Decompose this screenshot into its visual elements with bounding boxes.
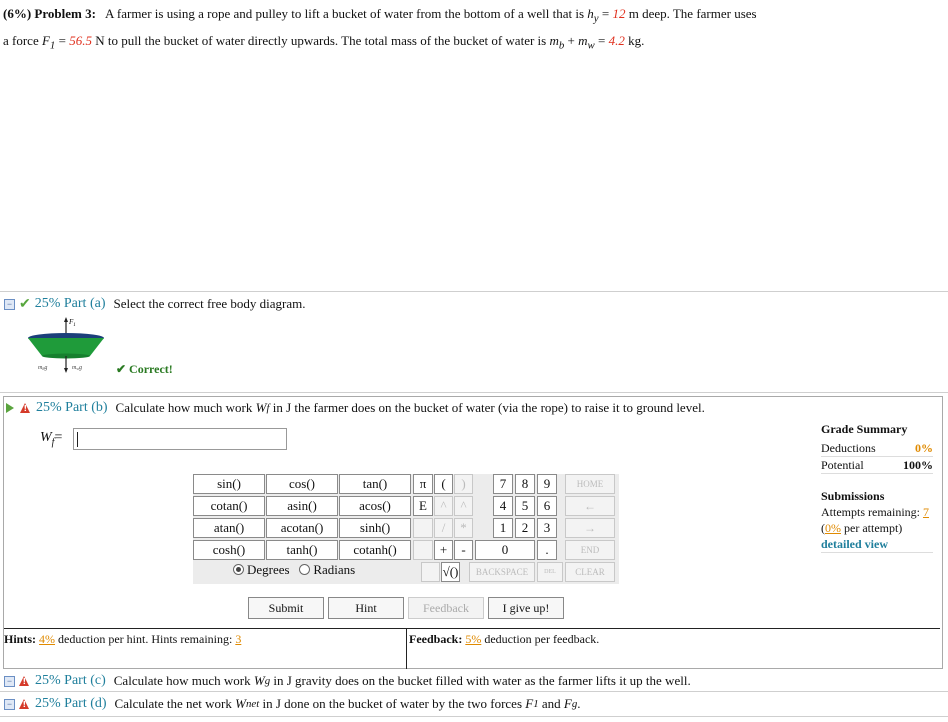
digit-2-button[interactable]: 2 (515, 518, 535, 538)
separator (0, 691, 948, 692)
digit-1-button[interactable]: 1 (493, 518, 513, 538)
atan-button[interactable]: atan() (193, 518, 265, 538)
attempts-label: Attempts remaining: (821, 505, 920, 519)
wg-subscript: g (264, 675, 271, 687)
feedback-text: deduction per feedback. (484, 632, 600, 646)
check-icon: ✔ (19, 296, 31, 312)
part-b-header[interactable] (4, 398, 705, 418)
text-caret (77, 432, 78, 447)
fg-subscript: g (571, 698, 578, 710)
feedback-pct: 5% (465, 632, 482, 646)
cos-button[interactable]: cos() (266, 474, 338, 494)
degrees-label: Degrees (247, 562, 290, 577)
hints-info (4, 632, 241, 647)
f-symbol: F (41, 32, 50, 48)
hints-pct: 4% (39, 632, 56, 646)
f1-subscript: 1 (533, 698, 539, 710)
caret-button[interactable]: ^ (434, 496, 453, 516)
f-value: 56.5 (69, 32, 92, 48)
right-arrow-button[interactable]: → (565, 518, 615, 538)
backspace-button[interactable]: BACKSPACE (469, 562, 535, 582)
submissions-panel: Submissions Attempts remaining: 7 (0% per attempt) detailed view (821, 488, 933, 553)
problem-statement (3, 3, 943, 56)
digit-5-button[interactable]: 5 (515, 496, 535, 516)
give-up-button[interactable]: I give up! (488, 597, 564, 619)
left-arrow-button[interactable]: ← (565, 496, 615, 516)
feedback-button[interactable]: Feedback (408, 597, 484, 619)
force-arrowhead (64, 317, 68, 322)
h-unit: m deep. The farmer uses (628, 6, 757, 21)
part-b-percent: 25% Part (b) (36, 400, 108, 415)
part-d-percent: 25% Part (d) (35, 696, 107, 711)
acotan-button[interactable]: acotan() (266, 518, 338, 538)
radians-label: Radians (313, 562, 356, 577)
feedback-label: Feedback: (409, 632, 463, 646)
m-value: 4.2 (608, 32, 625, 48)
tan-button[interactable]: tan() (339, 474, 411, 494)
hints-remaining: 3 (235, 632, 242, 646)
collapse-icon[interactable]: − (4, 299, 15, 310)
m-unit: kg. (628, 32, 645, 48)
answer-label: $W_f=$ (40, 430, 63, 448)
digit-3-button[interactable]: 3 (537, 518, 557, 538)
wnet-subscript: net (245, 698, 260, 710)
fbd-weight-left: mbg (38, 365, 48, 371)
hints-label: Hints: (4, 632, 37, 646)
end-button[interactable]: END (565, 540, 615, 560)
digit-4-button[interactable]: 4 (493, 496, 513, 516)
problem-text-2: a force (3, 32, 39, 48)
weight-arrowhead (64, 368, 68, 373)
sqrt-button[interactable]: √() (441, 562, 460, 582)
digit-0-button[interactable]: 0 (475, 540, 535, 560)
part-d-prompt-pre: Calculate the net work (114, 696, 232, 711)
and-text: and (541, 696, 561, 711)
attempts-value: 7 (922, 505, 929, 519)
minus-button[interactable]: - (454, 540, 473, 560)
cosh-button[interactable]: cosh() (193, 540, 265, 560)
fbd-weight-right: mwg (72, 365, 83, 371)
part-a-header[interactable] (4, 294, 306, 314)
sin-button[interactable]: sin() (193, 474, 265, 494)
problem-weight: (6%) (3, 6, 32, 21)
digit-7-button[interactable]: 7 (493, 474, 513, 494)
part-c-prompt-post: in J gravity does on the bucket filled with water as the farmer lifts it up the well. (273, 673, 691, 688)
separator (0, 716, 948, 717)
problem-label: Problem 3: (34, 6, 96, 21)
wf-symbol: W (255, 400, 267, 415)
collapse-icon[interactable]: − (4, 699, 15, 710)
expand-icon[interactable] (6, 403, 14, 413)
potential-value: 100% (903, 458, 933, 472)
deductions-label: Deductions (821, 441, 876, 455)
digit-9-button[interactable]: 9 (537, 474, 557, 494)
rparen-button[interactable]: ) (454, 474, 473, 494)
grade-summary-title: Grade Summary (821, 422, 908, 436)
asin-button[interactable]: asin() (266, 496, 338, 516)
sinh-button[interactable]: sinh() (339, 518, 411, 538)
deductions-value: 0% (915, 441, 933, 455)
divide-button[interactable]: / (434, 518, 453, 538)
blank-button[interactable] (421, 562, 440, 582)
equals-sign: = (601, 6, 610, 21)
separator (0, 392, 948, 393)
correct-message: ✔ Correct! (116, 362, 173, 376)
caret2-button[interactable]: ^ (454, 496, 473, 516)
angle-mode (233, 562, 355, 578)
digit-6-button[interactable]: 6 (537, 496, 557, 516)
tanh-button[interactable]: tanh() (266, 540, 338, 560)
part-c-header[interactable] (4, 671, 691, 691)
submit-button[interactable]: Submit (248, 597, 324, 619)
part-b-prompt-pre: Calculate how much work (115, 400, 253, 415)
part-c-percent: 25% Part (c) (35, 673, 106, 688)
bucket-body (28, 338, 104, 356)
per-attempt-value: 0% (825, 521, 841, 535)
warning-icon (19, 676, 29, 686)
part-d-header[interactable]: − ! 25% Part (d) Calculate the net work W net in J done on the bucket of water by the two forces F 1 and F g . (4, 694, 581, 714)
blank-button[interactable] (413, 518, 433, 538)
plus-button[interactable]: + (434, 540, 453, 560)
e-button[interactable]: E (413, 496, 433, 516)
f-unit: N to pull the bucket of water directly upwards. The total mass of the bucket of water is (95, 32, 547, 48)
cotan-button[interactable]: cotan() (193, 496, 265, 516)
collapse-icon[interactable]: − (4, 676, 15, 687)
hints-feedback-bar (4, 628, 940, 668)
equals-sign: = (598, 32, 606, 48)
separator (0, 291, 948, 292)
multiply-button[interactable]: * (454, 518, 473, 538)
free-body-diagram (24, 316, 108, 376)
mw-subscript: w (587, 39, 595, 52)
h-subscript: y (593, 12, 599, 25)
clear-button[interactable]: CLEAR (565, 562, 615, 582)
mb-symbol: m (549, 32, 559, 48)
feedback-info (409, 632, 599, 647)
acos-button[interactable]: acos() (339, 496, 411, 516)
part-b-prompt-post: in J the farmer does on the bucket of water (via the rope) to raise it to ground level. (272, 400, 705, 415)
fg-symbol: F (563, 696, 572, 711)
part-c-prompt-pre: Calculate how much work (113, 673, 251, 688)
cotanh-button[interactable]: cotanh() (339, 540, 411, 560)
home-button[interactable]: HOME (565, 474, 615, 494)
part-a-percent: 25% Part (a) (34, 296, 106, 311)
warning-icon (20, 403, 30, 413)
blank-button[interactable] (413, 540, 433, 560)
wg-symbol: W (253, 673, 265, 688)
wf-subscript: f (266, 402, 270, 414)
del-button[interactable]: DEL (537, 562, 563, 582)
lparen-button[interactable]: ( (434, 474, 453, 494)
problem-text-1: A farmer is using a rope and pulley to lift a bucket of water from the bottom of a well that is (104, 6, 585, 21)
f-subscript: 1 (49, 39, 56, 52)
answer-input[interactable] (73, 428, 287, 450)
detailed-view-link[interactable]: detailed view (821, 536, 933, 553)
radians-radio[interactable] (299, 564, 310, 575)
decimal-button[interactable]: . (537, 540, 557, 560)
warning-icon (19, 699, 29, 709)
mb-subscript: b (558, 39, 565, 52)
part-d-prompt-mid: in J done on the bucket of water by the two forces (262, 696, 523, 711)
submissions-title: Submissions (821, 489, 885, 503)
h-symbol: h (587, 6, 594, 21)
potential-label: Potential (821, 458, 864, 472)
part-a-prompt: Select the correct free body diagram. (113, 296, 306, 311)
f1-symbol: F (525, 696, 534, 711)
math-keypad (193, 474, 619, 584)
h-value: 12 (612, 6, 626, 21)
degrees-radio[interactable] (233, 564, 244, 575)
fbd-force-label: $F_1$ (69, 318, 76, 328)
equals-sign: = (58, 32, 66, 48)
pi-button[interactable]: π (413, 474, 433, 494)
wnet-symbol: W (235, 696, 246, 711)
hint-button[interactable]: Hint (328, 597, 404, 619)
plus-sign: + (567, 32, 575, 48)
divider (406, 629, 407, 669)
digit-8-button[interactable]: 8 (515, 474, 535, 494)
grade-summary (821, 422, 933, 474)
per-attempt-label: per attempt) (844, 521, 903, 535)
mw-symbol: m (578, 32, 588, 48)
hints-text: deduction per hint. Hints remaining: (58, 632, 233, 646)
